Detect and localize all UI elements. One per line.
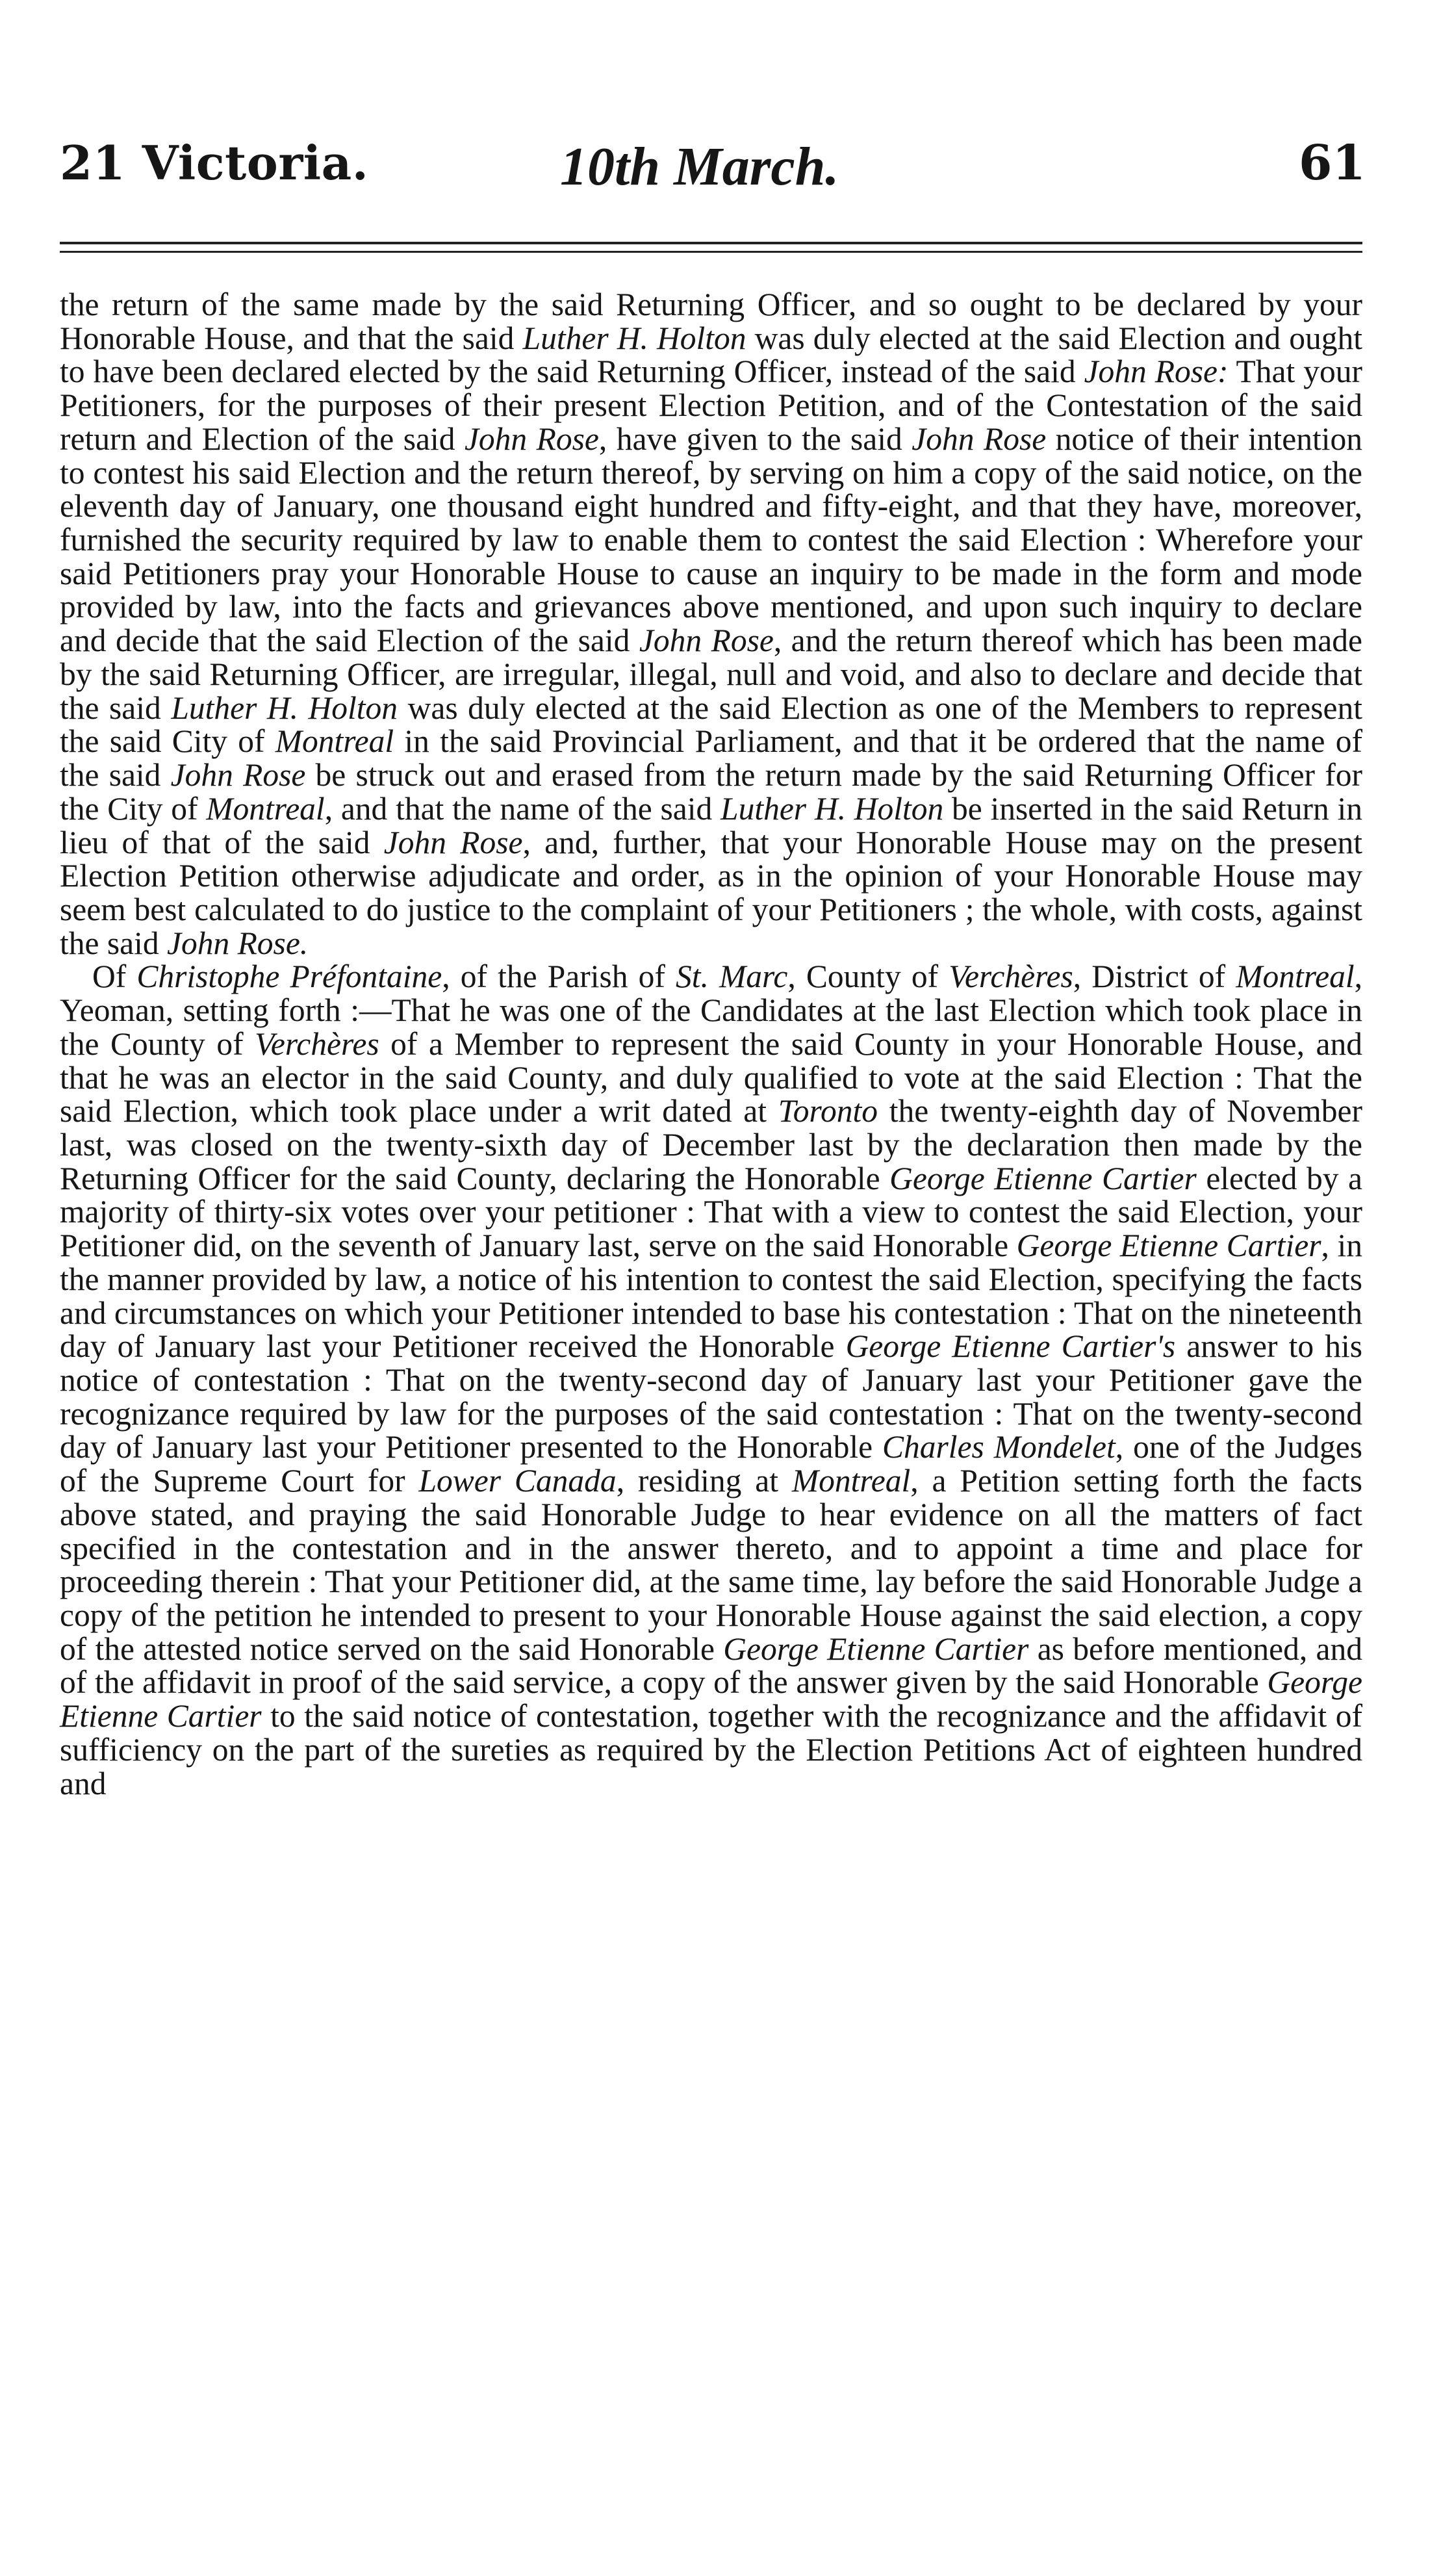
italic-name: John Rose xyxy=(383,824,523,860)
italic-name: John Rose xyxy=(639,623,774,659)
header-rule-top xyxy=(60,242,1362,244)
text-run: , in the manner provided by law, a notice of his intention to contest the said Election, specifying the facts and circumstances on which your Petitioner intended to base his contestation : That on the nineteenth day of January last your Petitioner received the Honorable xyxy=(60,1228,1362,1365)
text-run: , Yeoman, setting forth :—That he was one of the Candidates at the last Election which took place in the County of xyxy=(60,959,1362,1062)
text-run: , one of the Judges of the Supreme Court for xyxy=(60,1429,1362,1499)
text-run: was duly elected at the said Election as one of the Members to represent the said City of xyxy=(60,689,1362,760)
italic-name: Luther H. Holton xyxy=(522,320,746,356)
text-run: the return of the same made by the said Returning Officer, and so ought to be declared by your Honorable House, and that the said xyxy=(60,287,1362,356)
text-run: as before mentioned, and of the affidavit in proof of the said service, a copy of the answer given by the said Honorable xyxy=(60,1630,1362,1701)
italic-name: Luther H. Holton xyxy=(171,689,398,726)
italic-name: John Rose. xyxy=(166,925,309,961)
text-run: elected by a majority of thirty-six votes over your petitioner : That with a view to contest the said Election, your Petitioner did, on the seventh of January last, serve on the said Honorable xyxy=(60,1160,1362,1264)
paragraph-2 xyxy=(60,960,1362,1800)
italic-name: Lower Canada xyxy=(418,1463,617,1499)
italic-name: Toronto xyxy=(778,1093,878,1129)
italic-name: Charles Mondelet xyxy=(882,1429,1116,1465)
page-number: 61 xyxy=(1299,135,1366,191)
text-run: answer to his notice of contestation : That on the twenty-second day of January last your Petitioner gave the recognizance required by law for the purposes of the said contestation : That on the twenty-second day of January last your Petitioner presented to the Honorable xyxy=(60,1328,1362,1465)
text-run: , and that the name of the said xyxy=(324,790,721,827)
italic-name: John Rose xyxy=(464,420,599,457)
italic-name: Montreal xyxy=(275,723,394,760)
text-run: That your Petitioners, for the purposes of their present Election Petition, and of the Contestation of the said return and Election of the said xyxy=(60,354,1362,457)
text-run: , District of xyxy=(1073,959,1236,995)
italic-name: John Rose xyxy=(912,420,1047,457)
text-run: , of the Parish of xyxy=(442,959,676,995)
text-run: , a Petition setting forth the facts above stated, and praying the said Honorable Judge to hear evidence on all the matters of fact specified in the contestation and in the answer thereto, and to appoint a time and place for proceeding therein : That your Petitioner did, at the same time, lay before the said Honorable Judge a copy of the petition he intended to present to your Honorable House against the said election, a copy of the attested notice served on the said Honorable xyxy=(60,1463,1363,1667)
italic-name: Verchères xyxy=(949,959,1073,995)
italic-name: George Etienne Cartier xyxy=(889,1160,1197,1196)
italic-name: George Etienne Cartier xyxy=(723,1630,1029,1667)
header-volume: 21 Victoria. xyxy=(60,135,369,190)
text-run: , and the return thereof which has been made by the said Returning Officer, are irregular, illegal, null and void, and also to declare and decide that the said xyxy=(60,623,1362,726)
text-run: , residing at xyxy=(616,1463,792,1499)
text-run: of a Member to represent the said County in your Honorable House, and that he was an elector in the said County, and duly qualified to vote at the said Election : That the said Election, which took place under a writ dated at xyxy=(60,1025,1362,1129)
italic-name: John Rose: xyxy=(1084,354,1229,390)
text-run: , and, further, that your Honorable House may on the present Election Petition otherwise adjudicate and order, as in the opinion of your Honorable House may seem best calculated to do justice to the complaint of your Petitioners ; the whole, with costs, against the said xyxy=(60,824,1362,961)
italic-name: Montreal xyxy=(1236,959,1355,995)
italic-name: George Etienne Cartier's xyxy=(845,1328,1176,1365)
paragraph-1 xyxy=(60,288,1362,960)
body-text xyxy=(60,288,1362,1800)
italic-name: Montreal xyxy=(206,790,325,827)
italic-name: Luther H. Holton xyxy=(721,790,944,827)
italic-name: George Etienne Cartier xyxy=(60,1664,1362,1734)
text-run: the twenty-eighth day of November last, was closed on the twenty-sixth day of December last by the declaration then made by the Returning Officer for the said County, declaring the Honorable xyxy=(60,1093,1362,1196)
text-run: was duly elected at the said Election and ought to have been declared elected by the said Returning Officer, instead of the said xyxy=(60,320,1363,390)
text-run: be inserted in the said Return in lieu of that of the said xyxy=(60,790,1362,860)
text-run: Of xyxy=(92,959,137,995)
running-header xyxy=(60,130,1366,201)
text-run: to the said notice of contestation, together with the recognizance and the affidavit of sufficiency on the part of the sureties as required by the Election Petitions Act of eighteen hundred and xyxy=(60,1698,1362,1801)
text-run: , have given to the said xyxy=(598,420,912,457)
italic-name: St. Marc xyxy=(676,959,788,995)
header-rule-bottom xyxy=(60,251,1362,253)
text-run: be struck out and erased from the return made by the said Returning Officer for the City of xyxy=(60,757,1362,827)
text-run: , County of xyxy=(787,959,949,995)
italic-name: Montreal xyxy=(791,1463,911,1499)
italic-name: Christophe Préfontaine xyxy=(136,959,442,995)
italic-name: George Etienne Cartier xyxy=(1016,1228,1321,1264)
italic-name: John Rose xyxy=(170,757,306,793)
italic-name: Verchères xyxy=(255,1025,379,1062)
header-date: 10th March. xyxy=(560,136,839,197)
text-run: notice of their intention to contest his said Election and the return thereof, by serving on him a copy of the said notice, on the eleventh day of January, one thousand eight hundred and fifty-eight, and that they have, moreover, furnished the security required by law to enable them to contest the said Election : Wherefore your said Petitioners pray your Honorable House to cause an inquiry to be made in the form and mode provided by law, into the facts and grievances above mentioned, and upon such inquiry to declare and decide that the said Election of the said xyxy=(60,420,1362,659)
text-run: in the said Provincial Parliament, and that it be ordered that the name of the said xyxy=(60,723,1362,793)
